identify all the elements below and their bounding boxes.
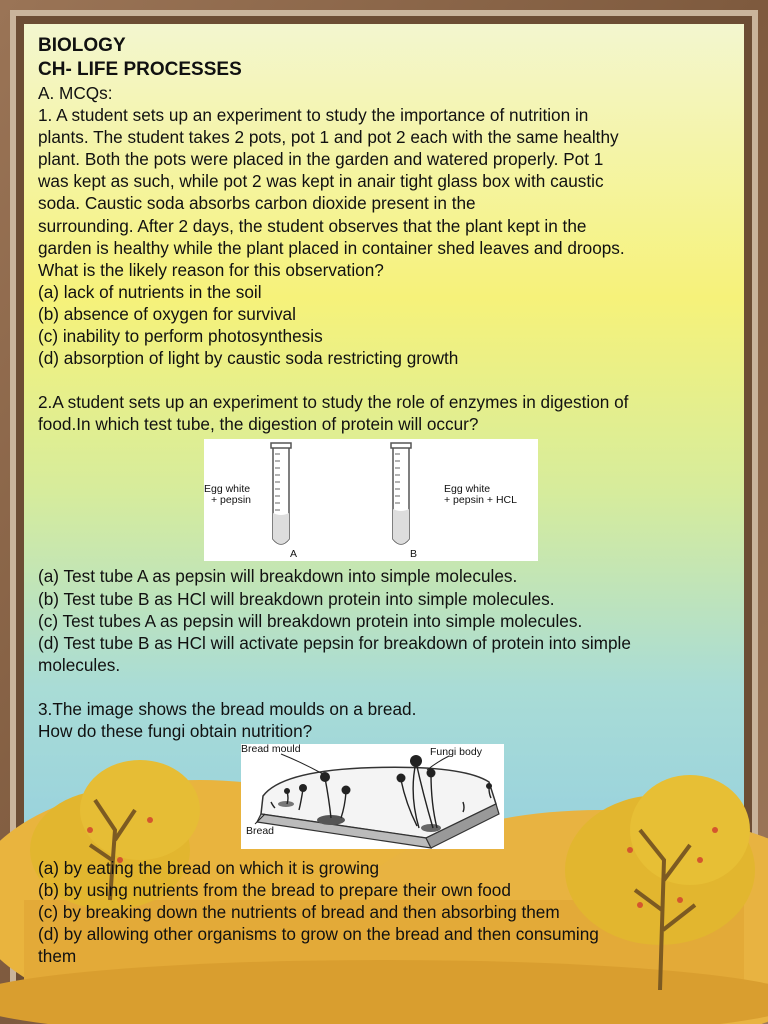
bread-label: Bread — [246, 825, 275, 838]
question-1-line: 1. A student sets up an experiment to study the importance of nutrition in — [38, 105, 589, 126]
question-1-option-d: (d) absorption of light by caustic soda restricting growth — [38, 348, 459, 369]
chapter-heading: CH- LIFE PROCESSES — [38, 59, 242, 80]
test-tube-a-icon — [271, 443, 291, 544]
tube-b-label: Egg white — [444, 483, 491, 496]
question-2-option-a: (a) Test tube A as pepsin will breakdown into simple molecules. — [38, 566, 518, 587]
tube-b-label: + pepsin + HCL — [444, 494, 517, 507]
bread-slice-icon — [257, 767, 499, 848]
question-2-line: food.In which test tube, the digestion of protein will occur? — [38, 414, 479, 435]
bread-mould-figure — [241, 744, 504, 849]
question-2 — [38, 391, 738, 676]
question-3-option-a: (a) by eating the bread on which it is growing — [38, 858, 380, 879]
worksheet-content — [38, 34, 738, 968]
question-1-option-a: (a) lack of nutrients in the soil — [38, 281, 262, 302]
question-2-option-d-continued: molecules. — [38, 654, 121, 675]
question-1-line: What is the likely reason for this observation? — [38, 259, 384, 280]
tube-b-letter: B — [410, 548, 418, 561]
question-3-option-d: (d) by allowing other organisms to grow on the bread and then consuming — [38, 924, 599, 945]
question-3-option-d-continued: them — [38, 946, 77, 967]
fungi-body-label: Fungi body — [430, 746, 482, 759]
question-1-line: garden is healthy while the plant placed in container shed leaves and droops. — [38, 237, 625, 258]
tube-a-label: Egg white — [204, 483, 251, 496]
question-1-line: was kept as such, while pot 2 was kept in anair tight glass box with caustic — [38, 171, 604, 192]
question-2-option-c: (c) Test tubes A as pepsin will breakdown protein into simple molecules. — [38, 610, 583, 631]
question-1-option-b: (b) absence of oxygen for survival — [38, 303, 296, 324]
tube-a-label: + pepsin — [211, 494, 251, 507]
question-1-line: surrounding. After 2 days, the student observes that the plant kept in the — [38, 215, 587, 236]
question-3 — [38, 698, 738, 968]
question-2-line: 2.A student sets up an experiment to study the role of enzymes in digestion of — [38, 392, 629, 413]
question-2-option-d: (d) Test tube B as HCl will activate pepsin for breakdown of protein into simple — [38, 632, 631, 653]
question-1-line: plants. The student takes 2 pots, pot 1 and pot 2 each with the same healthy — [38, 127, 619, 148]
question-3-line: 3.The image shows the bread moulds on a bread. — [38, 698, 417, 719]
section-heading: A. MCQs: — [38, 83, 113, 103]
test-tubes-figure — [204, 439, 538, 561]
question-1-line: soda. Caustic soda absorbs carbon dioxide present in the — [38, 193, 476, 214]
test-tube-b-icon — [391, 443, 411, 544]
question-1 — [38, 104, 738, 369]
bread-mould-label: Bread mould — [241, 743, 301, 756]
subject-heading: BIOLOGY — [38, 35, 126, 56]
question-3-option-b: (b) by using nutrients from the bread to prepare their own food — [38, 880, 511, 901]
question-1-option-c: (c) inability to perform photosynthesis — [38, 326, 323, 347]
tube-a-letter: A — [290, 548, 298, 561]
question-2-option-b: (b) Test tube B as HCl will breakdown protein into simple molecules. — [38, 588, 555, 609]
question-3-option-c: (c) by breaking down the nutrients of bread and then absorbing them — [38, 902, 560, 923]
question-3-line: How do these fungi obtain nutrition? — [38, 720, 313, 741]
question-1-line: plant. Both the pots were placed in the garden and watered properly. Pot 1 — [38, 149, 604, 170]
